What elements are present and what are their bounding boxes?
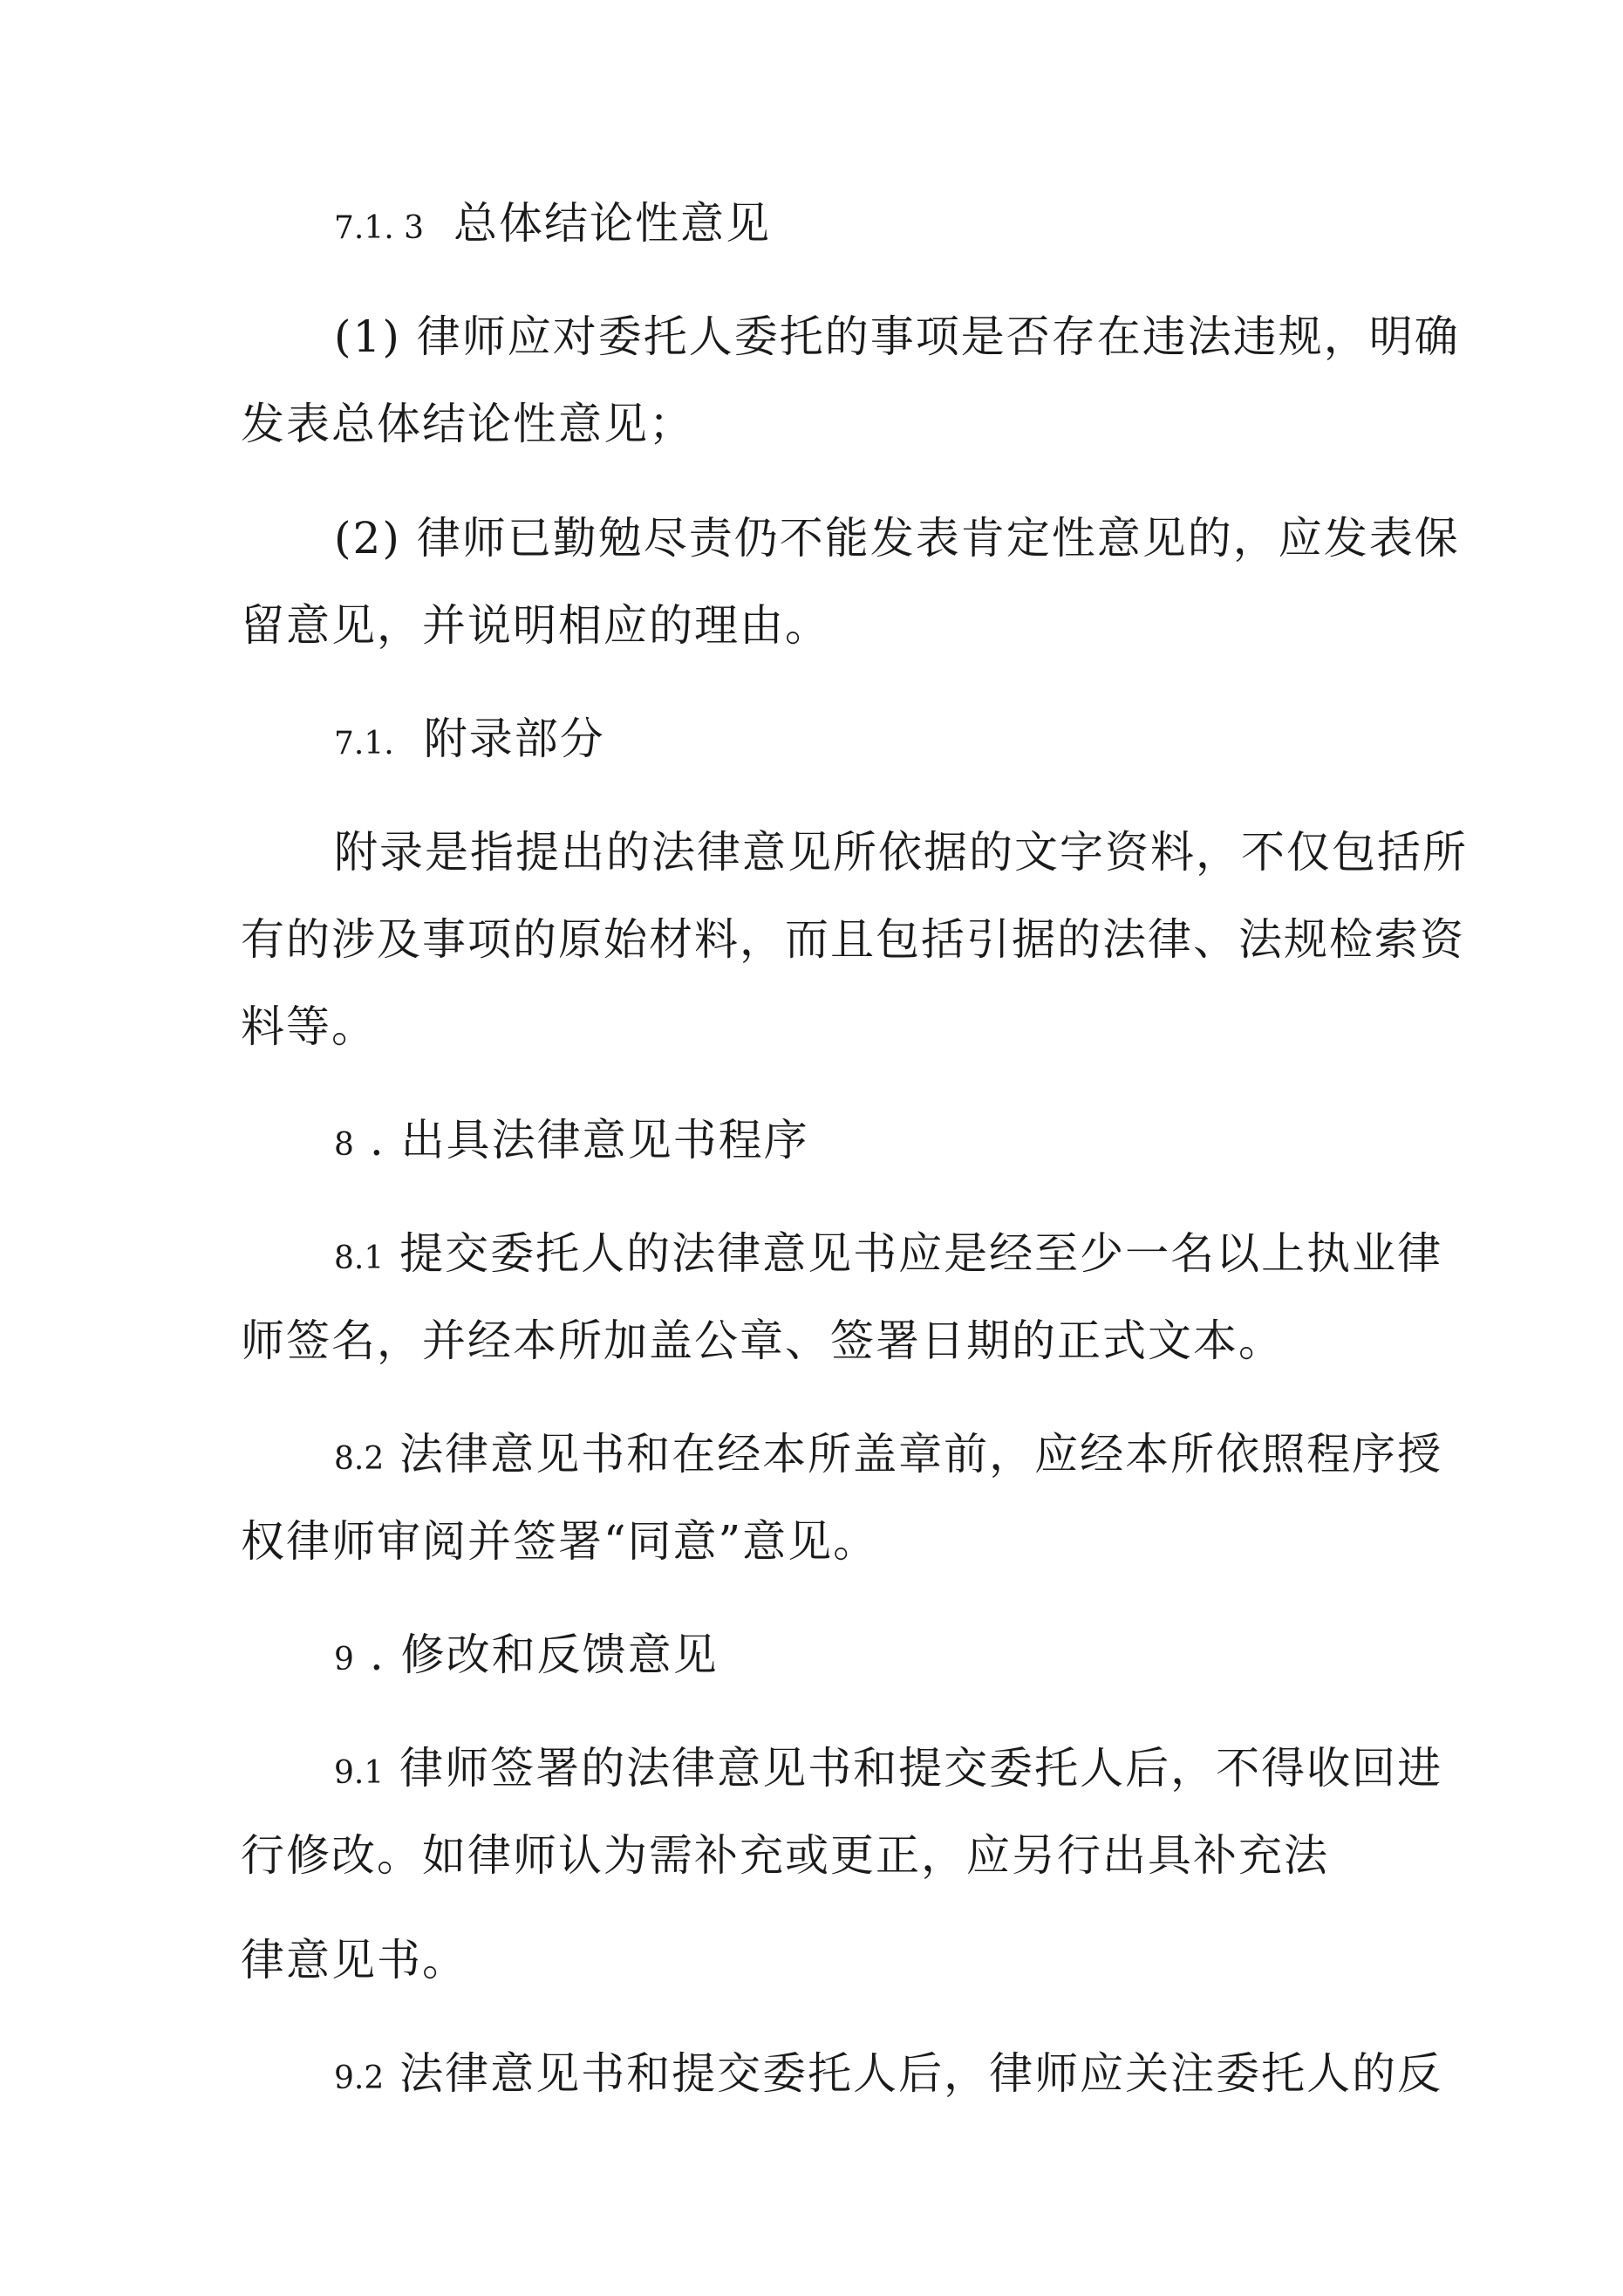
clause-number: 9.2	[334, 2060, 385, 2096]
paragraph-9-1-line-1	[334, 1742, 1442, 1800]
paragraph-9-2-line-1	[334, 2047, 1442, 2105]
paragraph-item-1-line-2: 发表总体结论性意见；	[241, 399, 694, 449]
item-text: 律师已勤勉尽责仍不能发表肯定性意见的，应发表保	[416, 513, 1460, 564]
paragraph-item-2-line-1	[334, 512, 1460, 564]
item-marker: (2)	[334, 513, 401, 564]
paragraph-8-2-line-1	[334, 1428, 1442, 1486]
paragraph-item-2-line-2: 留意见，并说明相应的理由。	[241, 600, 830, 651]
paragraph-appendix-line-3: 料等。	[241, 1001, 377, 1052]
clause-number: 9.1	[334, 1755, 385, 1791]
paragraph-item-1-line-1	[334, 311, 1460, 363]
paragraph-appendix-line-1: 附录是指提出的法律意见所依据的文字资料，不仅包括所	[334, 827, 1468, 878]
section-title: 总体结论性意见	[453, 198, 772, 249]
section-number: 8	[334, 1127, 354, 1163]
paragraph-8-1-line-1	[334, 1227, 1442, 1285]
clause-text: 提交委托人的法律意见书应是经至少一名以上执业律	[399, 1228, 1443, 1279]
paragraph-appendix-line-2: 有的涉及事项的原始材料，而且包括引据的法律、法规检索资	[241, 914, 1465, 965]
clause-text: 法律意见书和提交委托人后，律师应关注委托人的反	[399, 2048, 1443, 2099]
item-marker: (1)	[334, 311, 401, 362]
clause-number: 8.1	[334, 1240, 385, 1276]
section-title: 附录部分	[423, 714, 605, 764]
section-title: . 出具法律意见书程序	[369, 1115, 809, 1165]
paragraph-8-2-line-2: 权律师审阅并签署“同意”意见。	[241, 1516, 879, 1567]
item-text: 律师应对委托人委托的事项是否存在违法违规，明确	[416, 311, 1460, 362]
section-number: 9	[334, 1642, 354, 1678]
clause-text: 律师签署的法律意见书和提交委托人后，不得收回进	[399, 1743, 1443, 1794]
section-title: . 修改和反馈意见	[369, 1630, 719, 1680]
section-number: 7.1. 3	[334, 210, 425, 246]
clause-number: 8.2	[334, 1441, 385, 1477]
paragraph-9-1-line-3: 律意见书。	[241, 1935, 467, 1985]
section-number: 7.1.	[334, 726, 394, 762]
section-heading-8	[334, 1114, 809, 1172]
section-heading-7-1	[334, 713, 605, 770]
paragraph-9-1-line-2: 行修改。如律师认为需补充或更正，应另行出具补充法	[241, 1830, 1329, 1881]
clause-text: 法律意见书和在经本所盖章前，应经本所依照程序授	[399, 1429, 1443, 1479]
section-heading-9	[334, 1629, 719, 1686]
section-heading-7-1-3	[334, 197, 771, 255]
paragraph-8-1-line-2: 师签名，并经本所加盖公章、签署日期的正式文本。	[241, 1315, 1284, 1366]
